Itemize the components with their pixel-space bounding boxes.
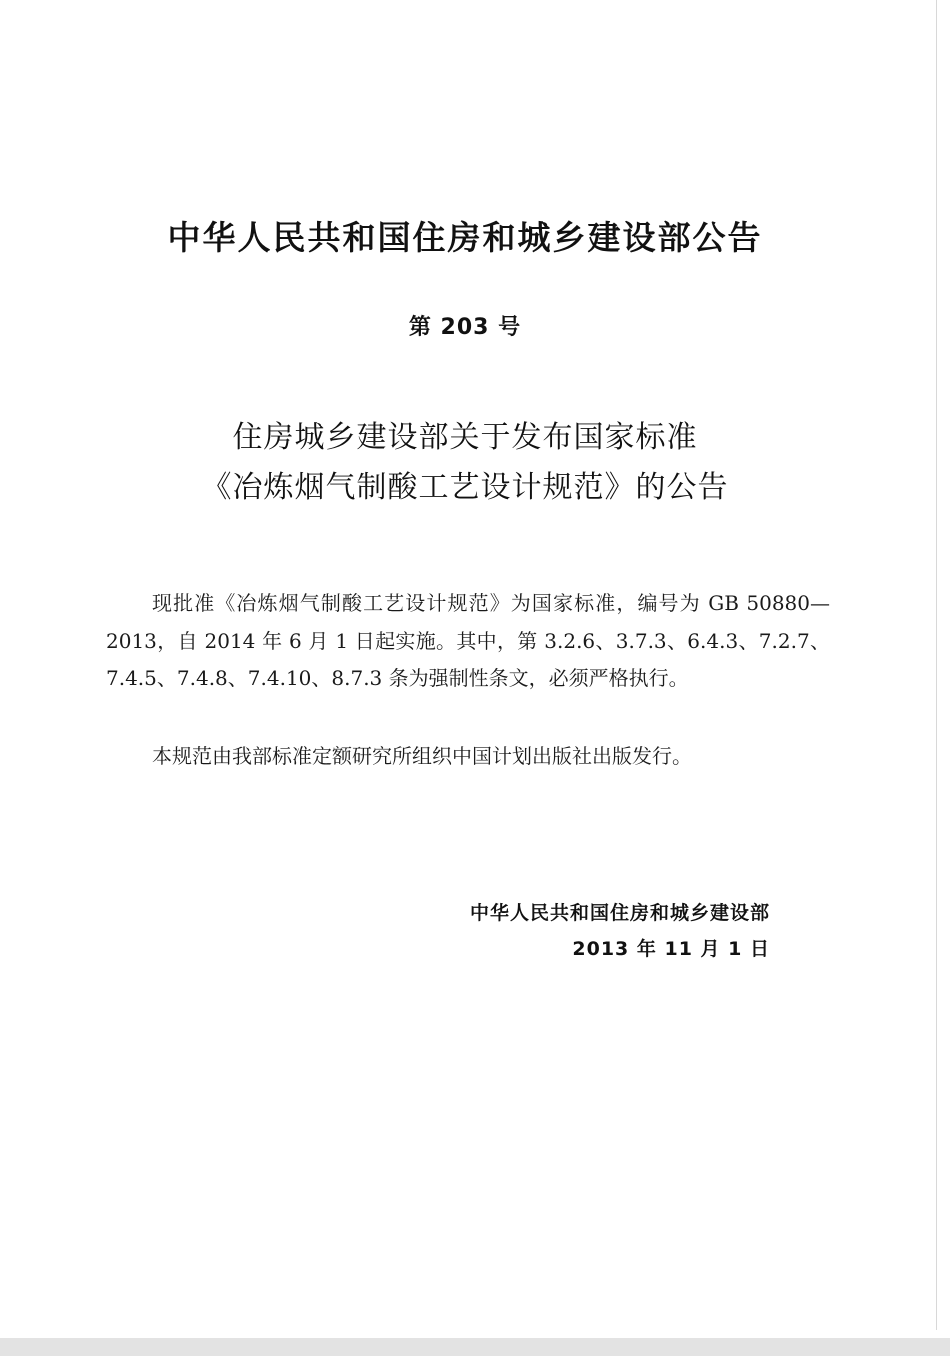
announcement-subtitle-line1: 住房城乡建设部关于发布国家标准 (232, 420, 698, 455)
announcement-subtitle-line2: 《冶炼烟气制酸工艺设计规范》的公告 (201, 470, 729, 505)
body-paragraph-approval: 现批准《冶炼烟气制酸工艺设计规范》为国家标准，编号为 GB 50880—2013，自 2014 年 6 月 1 日起实施。其中，第 3.2.6、3.7.3、6.4.3、7.2.7、7.4.5、7.4.8、7.4.10、8.7.3 条为强制性条文，必须严格执行。 (106, 591, 830, 690)
announcement-title: 中华人民共和国住房和城乡建设部公告 (167, 218, 763, 257)
announcement-number: 第 203 号 (408, 315, 522, 340)
signature-organization: 中华人民共和国住房和城乡建设部 (469, 902, 770, 924)
page-bottom-band (0, 1338, 950, 1356)
body-paragraph-publishing: 本规范由我部标准定额研究所组织中国计划出版社出版发行。 (152, 744, 692, 768)
page-edge-rule (936, 0, 937, 1330)
signature-date: 2013 年 11 月 1 日 (572, 938, 770, 960)
